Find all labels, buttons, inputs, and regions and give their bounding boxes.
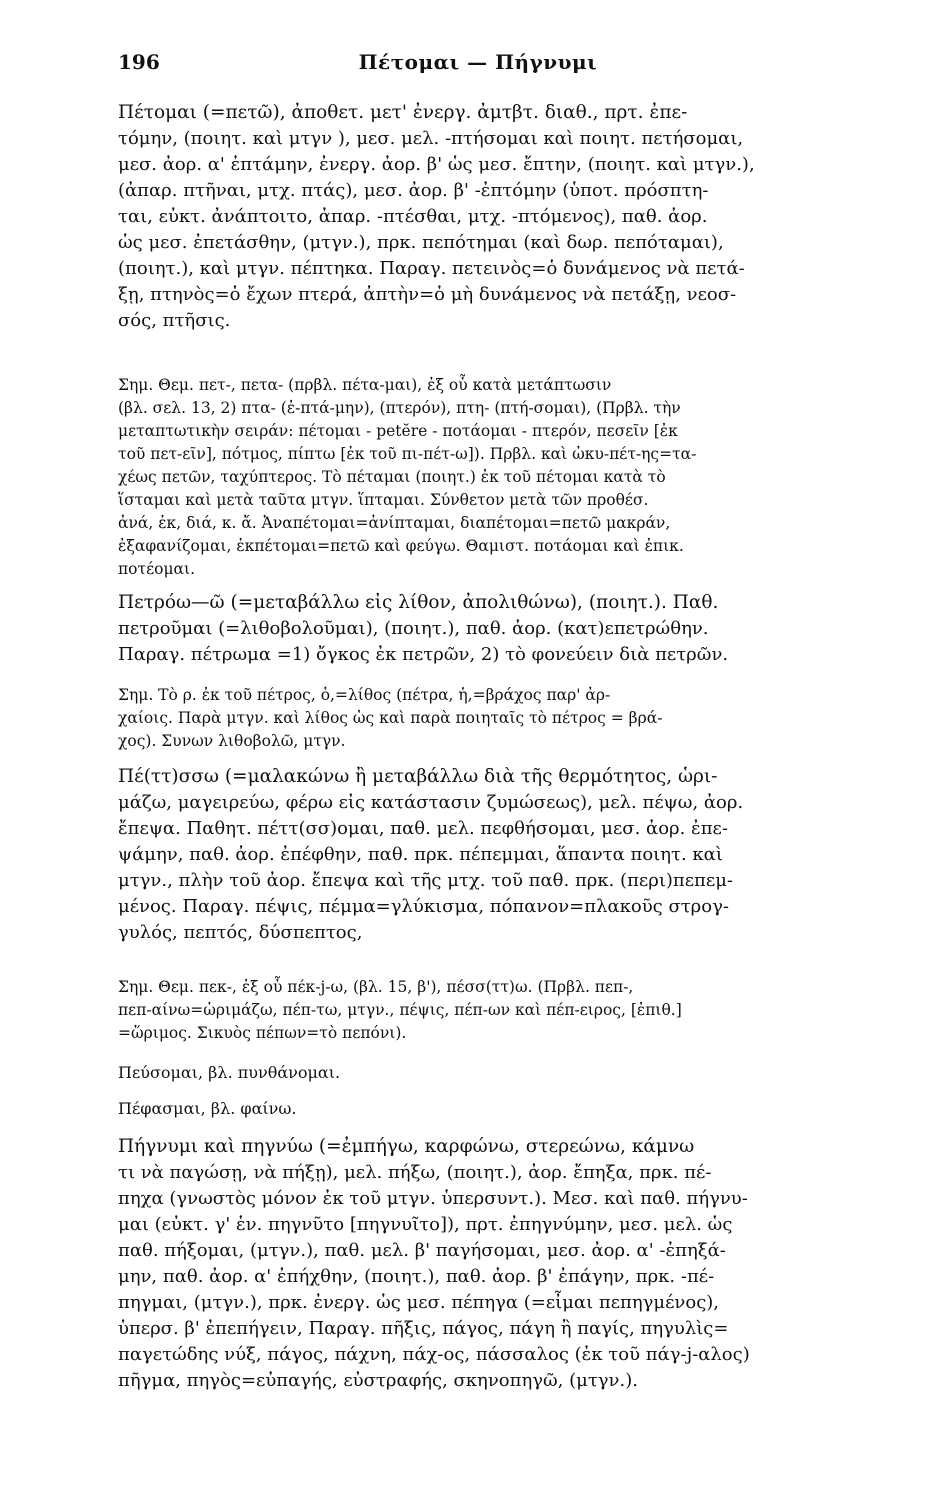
note-line: =ὥριμος. Σικυὸς πέπων=τὸ πεπόνι). (118, 1024, 407, 1042)
running-title: Πέτομαι — Πήγνυμι (358, 50, 598, 74)
entry-petomai (118, 100, 930, 334)
entry-pegnymi (118, 1134, 930, 1394)
note-line: πεπ-αίνω=ὡριμάζω, πέπ-τω, μτγν., πέψις, πέπ-ων καὶ πέπ-ειρος, [ἐπιθ.] (118, 1001, 682, 1019)
entry-line: τι νὰ παγώσῃ, νὰ πήξῃ), μελ. πήξω, (ποιητ.), ἀορ. ἔπηξα, πρκ. πέ- (118, 1162, 712, 1183)
entry-line: Πέ(ττ)σσω (=μαλακώνω ἢ μεταβάλλω διὰ τῆς θερμότητος, ὡρι- (118, 766, 718, 787)
entry-line: γυλός, πεπτός, δύσπεπτος, (118, 922, 363, 943)
cross-ref-peusomai (118, 1060, 930, 1086)
note-line: ἵσταμαι καὶ μετὰ ταῦτα μτγν. ἵπταμαι. Σύνθετον μετὰ τῶν προθέσ. (118, 491, 649, 509)
entry-line: μάζω, μαγειρεύω, φέρω εἰς κατάστασιν ζυμώσεως), μελ. πέψω, ἀορ. (118, 792, 744, 813)
entry-line: Πετρόω—ῶ (=μεταβάλλω εἰς λίθον, ἀπολιθώνω), (ποιητ.). Παθ. (118, 592, 719, 613)
entry-line: ψάμην, παθ. ἀορ. ἐπέφθην, παθ. πρκ. πέπεμμαι, ἅπαντα ποιητ. καὶ (118, 844, 723, 865)
entry-line: πηχα (γνωστὸς μόνον ἐκ τοῦ μτγν. ὑπερσυντ.). Μεσ. καὶ παθ. πήγνυ- (118, 1188, 748, 1209)
entry-line: (ποιητ.), καὶ μτγν. πέπτηκα. Παραγ. πετεινὸς=ὁ δυνάμενος νὰ πετά- (118, 258, 745, 279)
note-line: Σημ. Τὸ ρ. ἐκ τοῦ πέτρος, ὁ,=λίθος (πέτρα, ἡ,=βράχος παρ' ἀρ- (118, 686, 611, 704)
entry-line: μεσ. ἀορ. α' ἐπτάμην, ἐνεργ. ἀορ. β' ὡς μεσ. ἔπτην, (ποιητ. καὶ μτγν.), (118, 154, 755, 175)
entry-line: ται, εὐκτ. ἀνάπτοιτο, ἀπαρ. -πτέσθαι, μτχ. -πτόμενος), παθ. ἀορ. (118, 206, 708, 227)
cross-ref-line: Πεύσομαι, βλ. πυνθάνομαι. (118, 1063, 341, 1082)
entry-line: Πέτομαι (=πετῶ), ἀποθετ. μετ' ἐνεργ. ἀμτβτ. διαθ., πρτ. ἐπε- (118, 102, 688, 123)
cross-ref-pefasmai (118, 1096, 930, 1122)
entry-line: μτγν., πλὴν τοῦ ἀορ. ἔπεψα καὶ τῆς μτχ. τοῦ παθ. πρκ. (περι)πεπεμ- (118, 870, 733, 891)
note-line: ποτέομαι. (118, 560, 196, 578)
entry-line: μαι (εὐκτ. γ' ἑν. πηγνῦτο [πηγνυῖτο]), πρτ. ἐπηγνύμην, μεσ. μελ. ὡς (118, 1214, 733, 1235)
entry-line: τόμην, (ποιητ. καὶ μτγν ), μεσ. μελ. -πτήσομαι καὶ ποιητ. πετήσομαι, (118, 128, 744, 149)
entry-line: πηγμαι, (μτγν.), πρκ. ἐνεργ. ὡς μεσ. πέπηγα (=εἶμαι πεπηγμένος), (118, 1292, 720, 1313)
note-line: χος). Συνων λιθοβολῶ, μτγν. (118, 732, 346, 750)
note-line: χέως πετῶν, ταχύπτερος. Τὸ πέταμαι (ποιητ.) ἐκ τοῦ πέτομαι κατὰ τὸ (118, 468, 666, 486)
note-line: Σημ. Θεμ. πεκ-, ἐξ οὗ πέκ-j-ω, (βλ. 15, β'), πέσσ(ττ)ω. (Πρβλ. πεπ-, (118, 978, 634, 996)
entry-line: μην, παθ. ἀορ. α' ἐπήχθην, (ποιητ.), παθ. ἀορ. β' ἐπάγην, πρκ. -πέ- (118, 1266, 715, 1287)
entry-line: ὡς μεσ. ἐπετάσθην, (μτγν.), πρκ. πεπότημαι (καὶ δωρ. πεπόταμαι), (118, 232, 724, 253)
note-line: Σημ. Θεμ. πετ-, πετα- (πρβλ. πέτα-μαι), ἐξ οὗ κατὰ μετάπτωσιν (118, 376, 612, 394)
entry-line: παθ. πήξομαι, (μτγν.), παθ. μελ. β' παγήσομαι, μεσ. ἀορ. α' -ἐπηξά- (118, 1240, 726, 1261)
entry-line: ἔπεψα. Παθητ. πέττ(σσ)ομαι, παθ. μελ. πεφθήσομαι, μεσ. ἀορ. ἐπε- (118, 818, 728, 839)
entry-line: Παραγ. πέτρωμα =1) ὄγκος ἐκ πετρῶν, 2) τὸ φονεύειν διὰ πετρῶν. (118, 644, 729, 665)
note-line: μεταπτωτικὴν σειράν: πέτομαι - petĕre - ποτάομαι - πτερόν, πεσεῖν [ἐκ (118, 422, 678, 440)
note-line: ἐξαφανίζομαι, ἐκπέτομαι=πετῶ καὶ φεύγω. Θαμιστ. ποτάομαι καὶ ἐπικ. (118, 537, 684, 555)
note-line: (βλ. σελ. 13, 2) πτα- (ἐ-πτά-μην), (πτερόν), πτη- (πτή-σομαι), (Πρβλ. τὴν (118, 399, 681, 417)
entry-line: Πήγνυμι καὶ πηγνύω (=ἐμπήγω, καρφώνω, στερεώνω, κάμνω (118, 1136, 695, 1157)
entry-pesso (118, 764, 930, 946)
entry-petroo (118, 590, 930, 668)
entry-line: ξῃ, πτηνὸς=ὁ ἔχων πτερά, ἀπτὴν=ὁ μὴ δυνάμενος νὰ πετάξῃ, νεοσ- (118, 284, 737, 305)
cross-ref-line: Πέφασμαι, βλ. φαίνω. (118, 1099, 297, 1118)
entry-line: ὑπερσ. β' ἐπεπήγειν, Παραγ. πῆξις, πάγος, πάγη ἢ παγίς, πηγυλὶς= (118, 1318, 729, 1339)
note-line: χαίοις. Παρὰ μτγν. καὶ λίθος ὡς καὶ παρὰ ποιηταῖς τὸ πέτρος = βρά- (118, 709, 663, 727)
etymology-note-petroo (118, 684, 930, 753)
entry-line: σός, πτῆσις. (118, 310, 231, 331)
etymology-note-pesso (118, 976, 930, 1045)
page-header (118, 50, 838, 80)
entry-line: μένος. Παραγ. πέψις, πέμμα=γλύκισμα, πόπανον=πλακοῦς στρογ- (118, 896, 729, 917)
entry-line: (ἀπαρ. πτῆναι, μτχ. πτάς), μεσ. ἀορ. β' -ἐπτόμην (ὑποτ. πρόσπτη- (118, 180, 709, 201)
entry-line: παγετώδης νύξ, πάγος, πάχνη, πάχ-ος, πάσσαλος (ἐκ τοῦ πάγ-j-αλος) (118, 1344, 750, 1365)
page-number: 196 (118, 50, 160, 74)
etymology-note-petomai (118, 374, 930, 581)
entry-line: πετροῦμαι (=λιθοβολοῦμαι), (ποιητ.), παθ. ἀορ. (κατ)επετρώθην. (118, 618, 709, 639)
note-line: ἀνά, ἐκ, διά, κ. ἄ. Ἀναπέτομαι=ἀνίπταμαι, διαπέτομαι=πετῶ μακράν, (118, 514, 671, 532)
note-line: τοῦ πετ-εῖν], πότμος, πίπτω [ἐκ τοῦ πι-πέτ-ω]). Πρβλ. καὶ ὠκυ-πέτ-ης=τα- (118, 445, 697, 463)
entry-line: πῆγμα, πηγὸς=εὐπαγής, εὐστραφής, σκηνοπηγῶ, (μτγν.). (118, 1370, 638, 1391)
